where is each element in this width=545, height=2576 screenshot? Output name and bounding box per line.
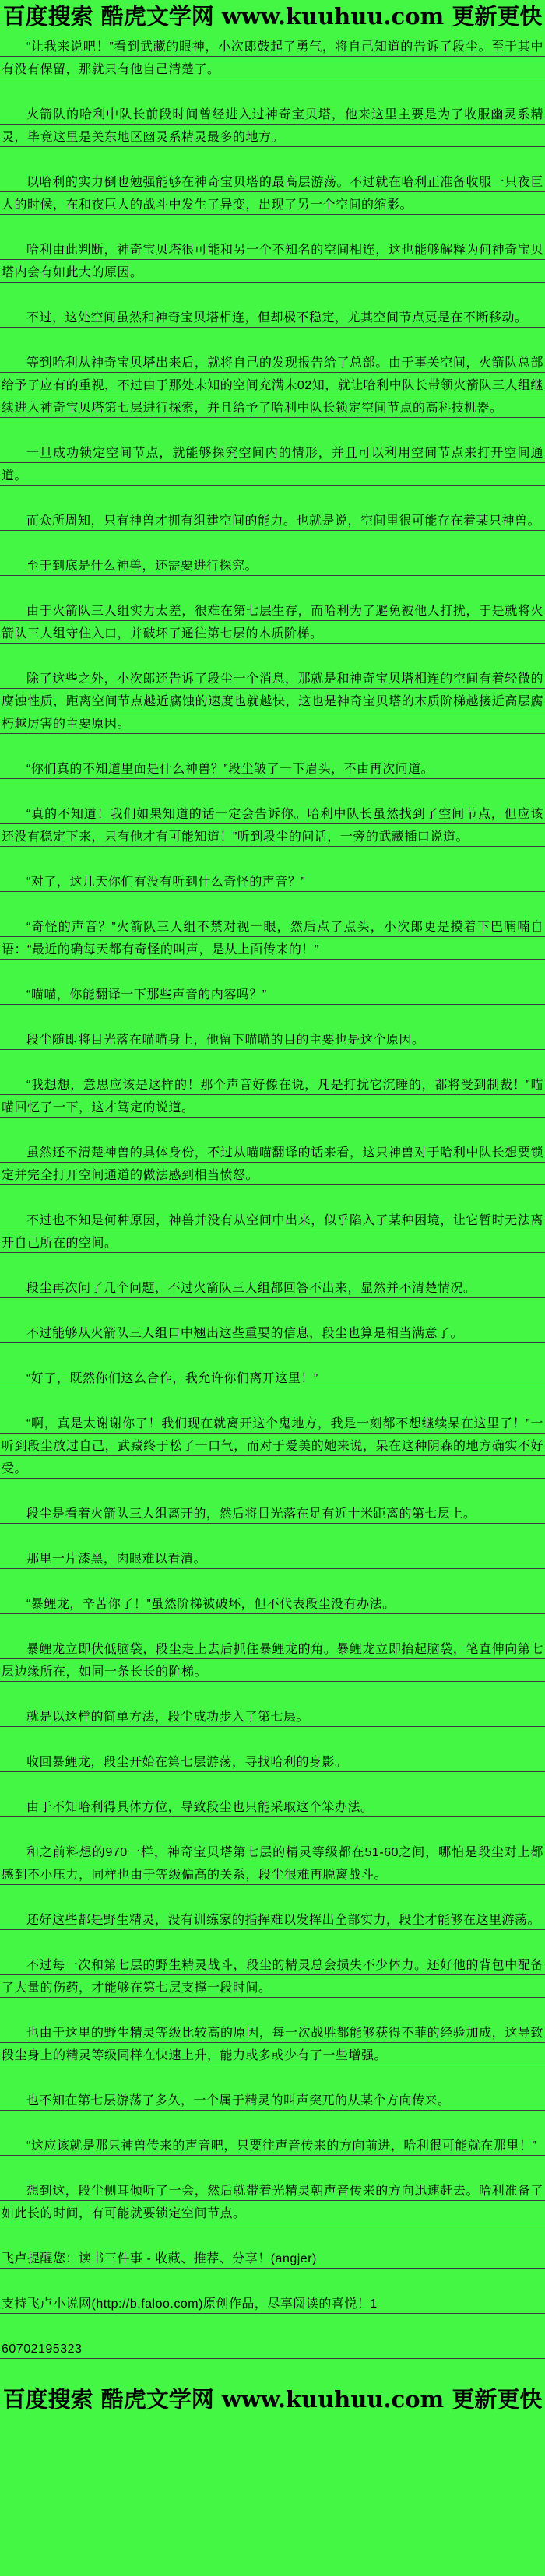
novel-paragraph: “暴鲤龙，辛苦你了！”虽然阶梯被破坏，但不代表段尘没有办法。 <box>0 1593 545 1616</box>
novel-paragraph: “这应该就是那只神兽传来的声音吧，只要往声音传来的方向前进，哈利很可能就在那里！” <box>0 2135 545 2157</box>
novel-paragraph: 火箭队的哈利中队长前段时间曾经进入过神奇宝贝塔，他来这里主要是为了收服幽灵系精灵，毕竟这里是关东地区幽灵系精灵最多的地方。 <box>0 104 545 149</box>
novel-paragraph: 虽然还不清楚神兽的具体身份，不过从喵喵翻译的话来看，这只神兽对于哈利中队长想要锁定并完全打开空间通道的做法感到相当愤怒。 <box>0 1142 545 1187</box>
novel-paragraph: 以哈利的实力倒也勉强能够在神奇宝贝塔的最高层游荡。不过就在哈利正准备收服一只夜巨人的时候，在和夜巨人的战斗中发生了异变，出现了另一个空间的缩影。 <box>0 171 545 216</box>
novel-paragraph: 就是以这样的简单方法，段尘成功步入了第七层。 <box>0 1706 545 1728</box>
novel-paragraph: 除了这些之外，小次郎还告诉了段尘一个消息，那就是和神奇宝贝塔相连的空间有着轻微的腐蚀性质，距离空间节点越近腐蚀的速度也就越快，这也是神奇宝贝塔的木质阶梯越接近高层腐朽越厉害的主要原因。 <box>0 668 545 735</box>
faloo-support-line: 支持飞卢小说网(http://b.faloo.com)原创作品，尽享阅读的喜悦！1 <box>0 2293 545 2315</box>
novel-paragraph: 由于火箭队三人组实力太差，很难在第七层生存，而哈利为了避免被他人打扰，于是就将火箭队三人组守住入口，并破坏了通往第七层的木质阶梯。 <box>0 600 545 645</box>
novel-paragraph: 哈利由此判断，神奇宝贝塔很可能和另一个不知名的空间相连，这也能够解释为何神奇宝贝塔内会有如此大的原因。 <box>0 239 545 284</box>
novel-paragraph: 也由于这里的野生精灵等级比较高的原因，每一次战胜都能够获得不菲的经验加成，这导致段尘身上的精灵等级同样在快速上升，能力或多或少有了一些增强。 <box>0 2022 545 2067</box>
novel-paragraph: 至于到底是什么神兽，还需要进行探究。 <box>0 555 545 577</box>
faloo-reminder-line: 飞卢提醒您：读书三件事 - 收藏、推荐、分享！(angjer) <box>0 2248 545 2270</box>
novel-paragraph: “好了，既然你们这么合作，我允许你们离开这里！” <box>0 1367 545 1390</box>
novel-paragraph: “我想想，意思应该是这样的！那个声音好像在说，凡是打扰它沉睡的，都将受到制裁！”喵喵回忆了一下，这才笃定的说道。 <box>0 1074 545 1119</box>
novel-paragraph: 而众所周知，只有神兽才拥有组建空间的能力。也就是说，空间里很可能存在着某只神兽。 <box>0 510 545 532</box>
novel-paragraph: “真的不知道！我们如果知道的话一定会告诉你。哈利中队长虽然找到了空间节点，但应该还没有稳定下来，只有他才有可能知道！”听到段尘的问话，一旁的武藏插口说道。 <box>0 803 545 848</box>
promo-banner-bottom: 百度搜索 酷虎文学网 www.kuuhuu.com 更新更快 <box>2 2386 543 2413</box>
novel-paragraph: 收回暴鲤龙，段尘开始在第七层游荡，寻找哈利的身影。 <box>0 1751 545 1774</box>
novel-paragraph: “让我来说吧！”看到武藏的眼神，小次郎鼓起了勇气，将自己知道的告诉了段尘。至于其中有没有保留，那就只有他自己清楚了。 <box>0 36 545 81</box>
novel-paragraph: 段尘是看着火箭队三人组离开的，然后将目光落在足有近十米距离的第七层上。 <box>0 1503 545 1525</box>
novel-paragraph: “喵喵，你能翻译一下那些声音的内容吗？” <box>0 984 545 1006</box>
novel-body <box>0 36 545 2225</box>
novel-paragraph: 等到哈利从神奇宝贝塔出来后，就将自己的发现报告给了总部。由于事关空间，火箭队总部给予了应有的重视，不过由于那处未知的空间充满未02知，就让哈利中队长带领火箭队三人组继续进入神奇宝贝塔第七层进行探索，并且给予了哈利中队长锁定空间节点的高科技机器。 <box>0 352 545 419</box>
novel-paragraph: 不过也不知是何种原因，神兽并没有从空间中出来，似乎陷入了某种困境，让它暂时无法离开自己所在的空间。 <box>0 1209 545 1255</box>
novel-paragraph: 一旦成功锁定空间节点，就能够探究空间内的情形，并且可以利用空间节点来打开空间通道。 <box>0 442 545 487</box>
novel-paragraph: “你们真的不知道里面是什么神兽？”段尘皱了一下眉头，不由再次问道。 <box>0 758 545 781</box>
novel-paragraph: 不过每一次和第七层的野生精灵战斗，段尘的精灵总会损失不少体力。还好他的背包中配备了大量的伤药，才能够在第七层支撑一段时间。 <box>0 1954 545 1999</box>
novel-paragraph: “对了，这几天你们有没有听到什么奇怪的声音？” <box>0 871 545 893</box>
novel-paragraph: 还好这些都是野生精灵，没有训练家的指挥难以发挥出全部实力，段尘才能够在这里游荡。 <box>0 1909 545 1932</box>
novel-paragraph: 和之前料想的970一样，神奇宝贝塔第七层的精灵等级都在51-60之间，哪怕是段尘对上都感到不小压力，同样也由于等级偏高的关系，段尘很难再脱离战斗。 <box>0 1841 545 1886</box>
book-id-line: 60702195323 <box>0 2338 545 2360</box>
novel-paragraph: 不过，这处空间虽然和神奇宝贝塔相连，但却极不稳定，尤其空间节点更是在不断移动。 <box>0 307 545 329</box>
promo-banner-top: 百度搜索 酷虎文学网 www.kuuhuu.com 更新更快 <box>2 3 543 30</box>
novel-paragraph: 由于不知哈利得具体方位，导致段尘也只能采取这个笨办法。 <box>0 1796 545 1819</box>
novel-paragraph: 暴鲤龙立即伏低脑袋，段尘走上去后抓住暴鲤龙的角。暴鲤龙立即抬起脑袋，笔直伸向第七层边缘所在，如同一条长长的阶梯。 <box>0 1638 545 1683</box>
novel-paragraph: 那里一片漆黑，肉眼难以看清。 <box>0 1548 545 1571</box>
novel-paragraph: 也不知在第七层游荡了多久，一个属于精灵的叫声突兀的从某个方向传来。 <box>0 2090 545 2112</box>
novel-paragraph: “奇怪的声音？”火箭队三人组不禁对视一眼，然后点了点头，小次郎更是摸着下巴喃喃自语：“最近的确每天都有奇怪的叫声，是从上面传来的！” <box>0 916 545 961</box>
novel-paragraph: 段尘随即将目光落在喵喵身上，他留下喵喵的目的主要也是这个原因。 <box>0 1029 545 1051</box>
novel-paragraph: “啊，真是太谢谢你了！我们现在就离开这个鬼地方，我是一刻都不想继续呆在这里了！”一听到段尘放过自己，武藏终于松了一口气，而对于爱美的她来说，呆在这种阴森的地方确实不好受。 <box>0 1413 545 1480</box>
novel-paragraph: 段尘再次问了几个问题，不过火箭队三人组都回答不出来，显然并不清楚情况。 <box>0 1277 545 1300</box>
novel-paragraph: 不过能够从火箭队三人组口中翘出这些重要的信息，段尘也算是相当满意了。 <box>0 1322 545 1345</box>
novel-paragraph: 想到这，段尘侧耳倾听了一会，然后就带着光精灵朝声音传来的方向迅速赶去。哈利准备了如此长的时间，有可能就要锁定空间节点。 <box>0 2180 545 2225</box>
